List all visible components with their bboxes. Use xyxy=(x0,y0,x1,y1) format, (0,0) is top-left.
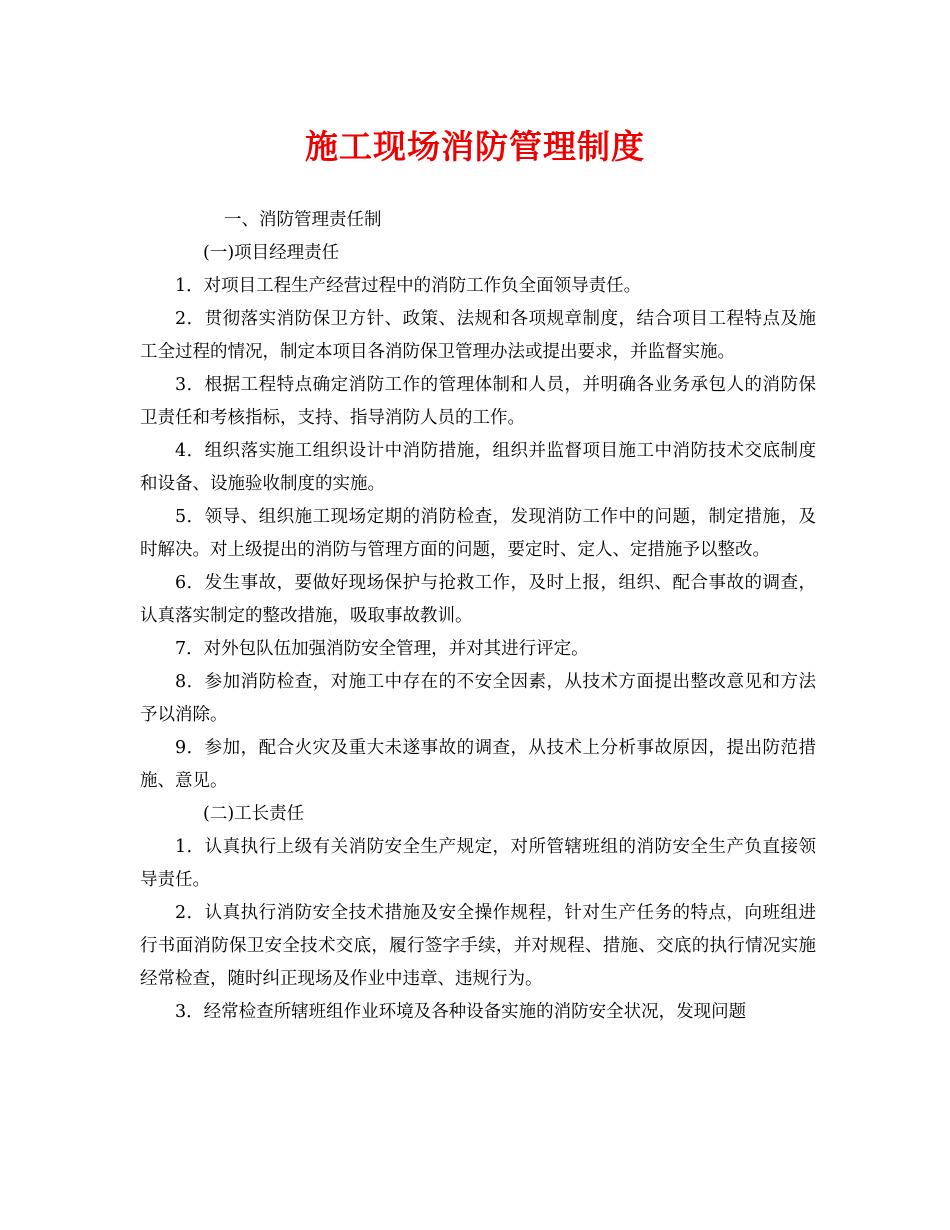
section-heading: 一、消防管理责任制 xyxy=(224,210,382,230)
subsection-heading: (一)项目经理责任 xyxy=(203,243,340,263)
paragraph: 1．对项目工程生产经营过程中的消防工作负全面领导责任。 xyxy=(175,276,642,296)
paragraph: 2．贯彻落实消防保卫方针、政策、法规和各项规章制度，结合项目工程特点及施工全过程的情况，制定本项目各消防保卫管理办法或提出要求，并监督实施。 xyxy=(140,309,816,362)
paragraph: 6．发生事故，要做好现场保护与抢救工作，及时上报，组织、配合事故的调查，认真落实制定的整改措施，吸取事故教训。 xyxy=(140,573,816,626)
paragraph: 3．根据工程特点确定消防工作的管理体制和人员，并明确各业务承包人的消防保卫责任和考核指标，支持、指导消防人员的工作。 xyxy=(140,375,816,428)
paragraph: 4．组织落实施工组织设计中消防措施，组织并监督项目施工中消防技术交底制度和设备、设施验收制度的实施。 xyxy=(140,441,816,494)
paragraph: 9．参加，配合火灾及重大未遂事故的调查，从技术上分析事故原因，提出防范措施、意见。 xyxy=(140,738,816,791)
paragraph: 8．参加消防检查，对施工中存在的不安全因素，从技术方面提出整改意见和方法予以消除。 xyxy=(140,672,816,725)
subsection-heading: (二)工长责任 xyxy=(203,804,305,824)
paragraph: 3．经常检查所辖班组作业环境及各种设备实施的消防安全状况，发现问题 xyxy=(175,1002,747,1022)
document-body xyxy=(140,204,816,1029)
document-title: 施工现场消防管理制度 xyxy=(305,127,645,166)
paragraph: 1．认真执行上级有关消防安全生产规定，对所管辖班组的消防安全生产负直接领导责任。 xyxy=(140,837,816,890)
paragraph: 2．认真执行消防安全技术措施及安全操作规程，针对生产任务的特点，向班组进行书面消防保卫安全技术交底，履行签字手续，并对规程、措施、交底的执行情况实施经常检查，随时纠正现场及作业中违章、违规行为。 xyxy=(140,903,816,989)
paragraph: 7．对外包队伍加强消防安全管理，并对其进行评定。 xyxy=(175,639,589,659)
paragraph: 5．领导、组织施工现场定期的消防检查，发现消防工作中的问题，制定措施，及时解决。对上级提出的消防与管理方面的问题，要定时、定人、定措施予以整改。 xyxy=(140,507,816,560)
